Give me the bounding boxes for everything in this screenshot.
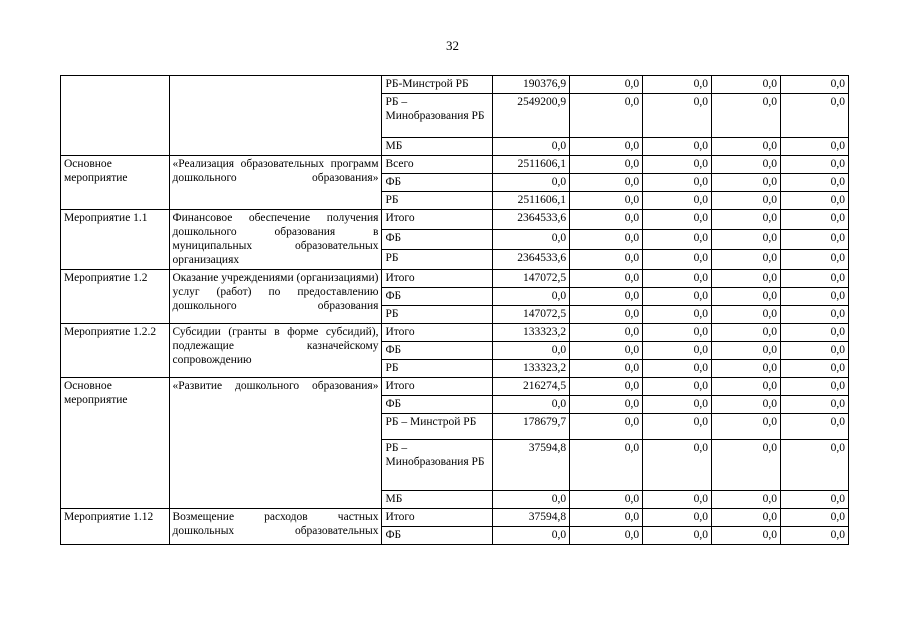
measure-label: Основное мероприятие <box>61 378 170 509</box>
amount-cell: 133323,2 <box>493 360 570 378</box>
amount-cell: 0,0 <box>780 138 848 156</box>
amount-cell: 0,0 <box>712 192 781 210</box>
amount-cell: 0,0 <box>570 440 643 491</box>
funding-source: РБ <box>382 360 493 378</box>
table-row <box>61 324 849 342</box>
measure-description: «Реализация образовательных программ дошкольного образования» <box>169 156 382 210</box>
table-body <box>61 76 849 545</box>
amount-cell: 178679,7 <box>493 414 570 440</box>
amount-cell: 0,0 <box>643 270 712 288</box>
amount-cell: 0,0 <box>643 414 712 440</box>
amount-cell: 0,0 <box>493 491 570 509</box>
amount-cell: 0,0 <box>493 174 570 192</box>
funding-source: Всего <box>382 156 493 174</box>
amount-cell: 0,0 <box>643 210 712 230</box>
amount-cell: 0,0 <box>780 491 848 509</box>
funding-source: Итого <box>382 378 493 396</box>
measure-label: Мероприятие 1.1 <box>61 210 170 270</box>
funding-source: МБ <box>382 138 493 156</box>
funding-source: Итого <box>382 210 493 230</box>
amount-cell: 0,0 <box>570 270 643 288</box>
amount-cell: 0,0 <box>493 527 570 545</box>
amount-cell: 0,0 <box>780 210 848 230</box>
measure-label: Мероприятие 1.2 <box>61 270 170 324</box>
funding-source: РБ <box>382 192 493 210</box>
funding-source: РБ – Минобразования РБ <box>382 440 493 491</box>
amount-cell: 0,0 <box>712 491 781 509</box>
amount-cell: 2364533,6 <box>493 210 570 230</box>
amount-cell: 133323,2 <box>493 324 570 342</box>
amount-cell: 0,0 <box>493 288 570 306</box>
funding-source: Итого <box>382 270 493 288</box>
amount-cell: 0,0 <box>570 509 643 527</box>
measure-description: Финансовое обеспечение получения дошкольного образования в муниципальных образовательных организациях <box>169 210 382 270</box>
amount-cell: 0,0 <box>712 360 781 378</box>
amount-cell: 0,0 <box>570 192 643 210</box>
funding-source: ФБ <box>382 288 493 306</box>
amount-cell: 0,0 <box>780 509 848 527</box>
amount-cell: 0,0 <box>643 440 712 491</box>
amount-cell: 0,0 <box>570 378 643 396</box>
amount-cell: 0,0 <box>780 230 848 250</box>
amount-cell: 0,0 <box>643 250 712 270</box>
amount-cell: 0,0 <box>712 270 781 288</box>
amount-cell: 0,0 <box>780 414 848 440</box>
amount-cell: 0,0 <box>712 76 781 94</box>
measure-label: Основное мероприятие <box>61 156 170 210</box>
amount-cell: 0,0 <box>643 138 712 156</box>
measure-label <box>61 76 170 156</box>
amount-cell: 0,0 <box>780 174 848 192</box>
amount-cell: 0,0 <box>570 342 643 360</box>
amount-cell: 0,0 <box>570 76 643 94</box>
measure-description: Возмещение расходов частных дошкольных образовательных <box>169 509 382 545</box>
amount-cell: 0,0 <box>570 324 643 342</box>
amount-cell: 37594,8 <box>493 440 570 491</box>
amount-cell: 2549200,9 <box>493 94 570 138</box>
amount-cell: 0,0 <box>570 396 643 414</box>
amount-cell: 0,0 <box>570 491 643 509</box>
amount-cell: 147072,5 <box>493 306 570 324</box>
funding-source: ФБ <box>382 527 493 545</box>
amount-cell: 0,0 <box>780 360 848 378</box>
amount-cell: 37594,8 <box>493 509 570 527</box>
amount-cell: 0,0 <box>780 288 848 306</box>
amount-cell: 0,0 <box>712 440 781 491</box>
amount-cell: 0,0 <box>780 76 848 94</box>
amount-cell: 0,0 <box>570 414 643 440</box>
amount-cell: 2511606,1 <box>493 192 570 210</box>
amount-cell: 0,0 <box>570 138 643 156</box>
table-row <box>61 378 849 396</box>
amount-cell: 0,0 <box>712 138 781 156</box>
amount-cell: 0,0 <box>780 396 848 414</box>
amount-cell: 0,0 <box>643 378 712 396</box>
amount-cell: 0,0 <box>780 527 848 545</box>
funding-source: РБ – Минобразования РБ <box>382 94 493 138</box>
amount-cell: 0,0 <box>643 491 712 509</box>
amount-cell: 0,0 <box>493 342 570 360</box>
amount-cell: 0,0 <box>712 210 781 230</box>
table-row <box>61 156 849 174</box>
amount-cell: 0,0 <box>712 324 781 342</box>
funding-source: Итого <box>382 509 493 527</box>
amount-cell: 0,0 <box>712 378 781 396</box>
amount-cell: 0,0 <box>570 174 643 192</box>
amount-cell: 0,0 <box>643 306 712 324</box>
funding-source: РБ <box>382 306 493 324</box>
measure-description: Субсидии (гранты в форме субсидий), подлежащие казначейскому сопровождению <box>169 324 382 378</box>
funding-source: РБ <box>382 250 493 270</box>
amount-cell: 0,0 <box>780 270 848 288</box>
amount-cell: 147072,5 <box>493 270 570 288</box>
amount-cell: 0,0 <box>570 306 643 324</box>
amount-cell: 0,0 <box>780 156 848 174</box>
amount-cell: 0,0 <box>643 288 712 306</box>
funding-source: РБ – Минстрой РБ <box>382 414 493 440</box>
funding-source: ФБ <box>382 174 493 192</box>
amount-cell: 0,0 <box>643 509 712 527</box>
amount-cell: 2364533,6 <box>493 250 570 270</box>
amount-cell: 2511606,1 <box>493 156 570 174</box>
amount-cell: 0,0 <box>493 230 570 250</box>
amount-cell: 0,0 <box>643 396 712 414</box>
table-row <box>61 509 849 527</box>
table-row <box>61 76 849 94</box>
amount-cell: 0,0 <box>712 230 781 250</box>
funding-source: РБ-Минстрой РБ <box>382 76 493 94</box>
amount-cell: 0,0 <box>712 509 781 527</box>
table-row <box>61 210 849 230</box>
amount-cell: 0,0 <box>712 306 781 324</box>
amount-cell: 0,0 <box>643 342 712 360</box>
budget-table <box>60 75 849 545</box>
amount-cell: 0,0 <box>570 288 643 306</box>
amount-cell: 0,0 <box>570 250 643 270</box>
amount-cell: 0,0 <box>712 342 781 360</box>
amount-cell: 0,0 <box>570 527 643 545</box>
amount-cell: 0,0 <box>712 288 781 306</box>
amount-cell: 0,0 <box>780 342 848 360</box>
measure-description <box>169 76 382 156</box>
amount-cell: 0,0 <box>712 250 781 270</box>
amount-cell: 0,0 <box>780 250 848 270</box>
measure-label: Мероприятие 1.12 <box>61 509 170 545</box>
amount-cell: 0,0 <box>643 174 712 192</box>
amount-cell: 0,0 <box>712 396 781 414</box>
funding-source: Итого <box>382 324 493 342</box>
amount-cell: 0,0 <box>570 210 643 230</box>
amount-cell: 0,0 <box>493 138 570 156</box>
amount-cell: 216274,5 <box>493 378 570 396</box>
amount-cell: 0,0 <box>780 324 848 342</box>
funding-source: ФБ <box>382 342 493 360</box>
amount-cell: 190376,9 <box>493 76 570 94</box>
amount-cell: 0,0 <box>643 192 712 210</box>
measure-description: Оказание учреждениями (организациями) услуг (работ) по предоставлению дошкольного образования <box>169 270 382 324</box>
amount-cell: 0,0 <box>712 94 781 138</box>
measure-label: Мероприятие 1.2.2 <box>61 324 170 378</box>
amount-cell: 0,0 <box>570 230 643 250</box>
amount-cell: 0,0 <box>570 360 643 378</box>
table-row <box>61 270 849 288</box>
amount-cell: 0,0 <box>780 94 848 138</box>
amount-cell: 0,0 <box>643 360 712 378</box>
amount-cell: 0,0 <box>570 156 643 174</box>
amount-cell: 0,0 <box>780 378 848 396</box>
measure-description: «Развитие дошкольного образования» <box>169 378 382 509</box>
amount-cell: 0,0 <box>643 230 712 250</box>
funding-source: ФБ <box>382 230 493 250</box>
funding-source: МБ <box>382 491 493 509</box>
amount-cell: 0,0 <box>780 440 848 491</box>
page-number: 32 <box>446 38 459 53</box>
amount-cell: 0,0 <box>712 156 781 174</box>
amount-cell: 0,0 <box>570 94 643 138</box>
amount-cell: 0,0 <box>493 396 570 414</box>
amount-cell: 0,0 <box>643 94 712 138</box>
amount-cell: 0,0 <box>780 192 848 210</box>
amount-cell: 0,0 <box>643 527 712 545</box>
amount-cell: 0,0 <box>643 156 712 174</box>
amount-cell: 0,0 <box>780 306 848 324</box>
amount-cell: 0,0 <box>712 174 781 192</box>
amount-cell: 0,0 <box>643 76 712 94</box>
amount-cell: 0,0 <box>712 527 781 545</box>
amount-cell: 0,0 <box>712 414 781 440</box>
amount-cell: 0,0 <box>643 324 712 342</box>
funding-source: ФБ <box>382 396 493 414</box>
